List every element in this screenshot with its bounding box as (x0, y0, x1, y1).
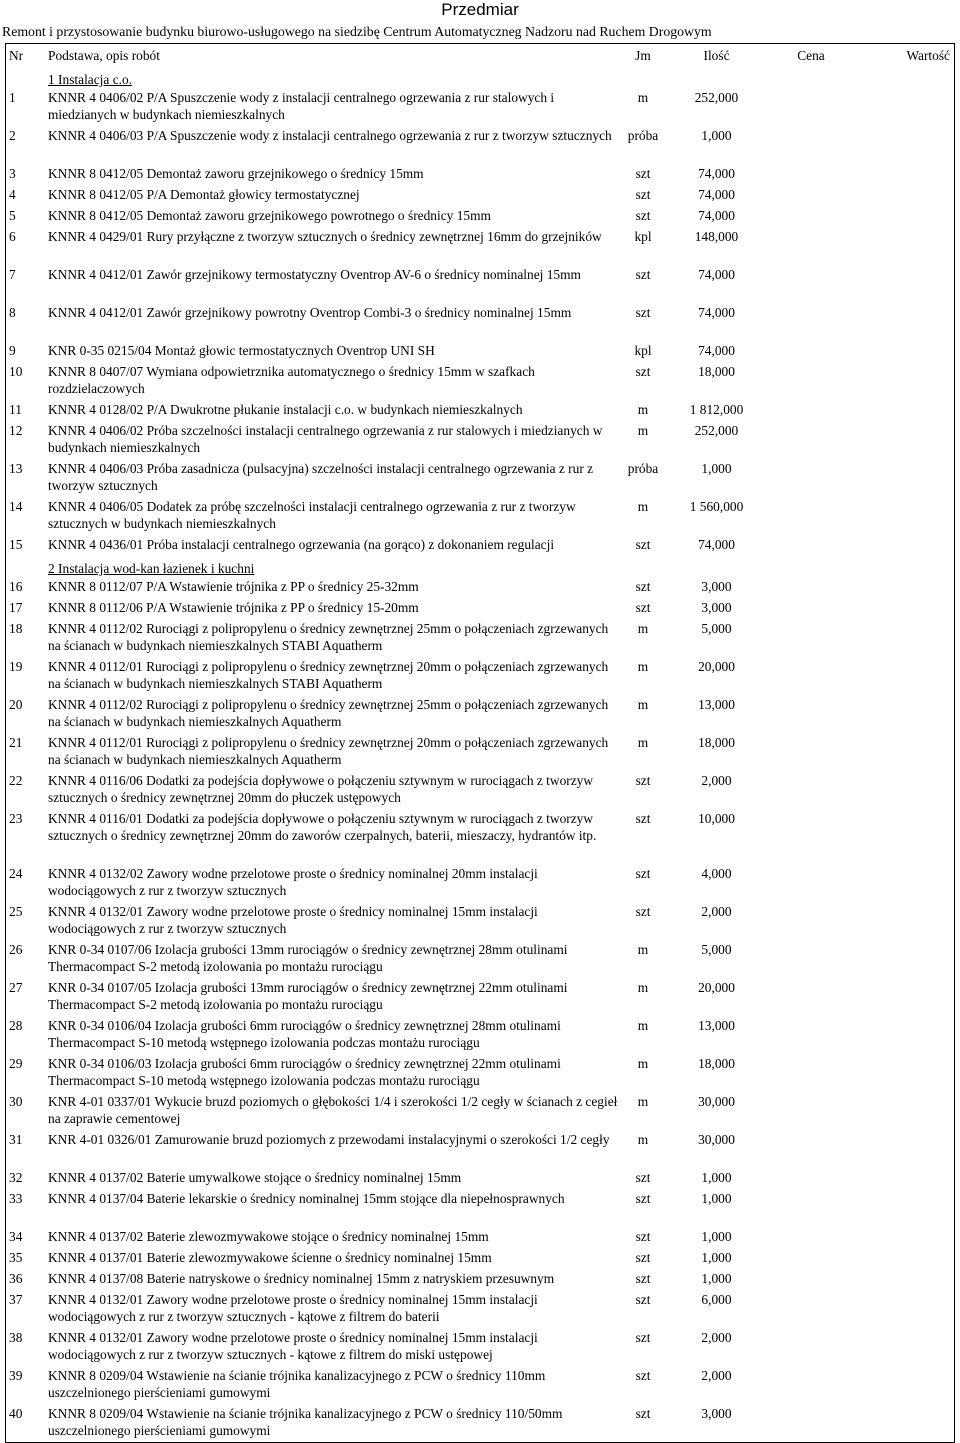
table-row (6, 1269, 954, 1290)
row-unit: szt (635, 1330, 651, 1345)
row-unit: szt (635, 1292, 651, 1307)
row-unit: szt (635, 1191, 651, 1206)
row-nr: 18 (9, 621, 23, 636)
row-unit: szt (635, 904, 651, 919)
row-quantity: 2,000 (701, 773, 732, 788)
row-description: KNNR 4 0137/08 Baterie natryskowe o średnicy nominalnej 15mm z natryskiem przesuwnym (48, 1271, 555, 1286)
row-nr: 17 (9, 600, 23, 615)
row-unit: szt (635, 187, 651, 202)
row-description: KNNR 4 0406/02 P/A Spuszczenie wody z instalacji centralnego ogrzewania z rur stalowych i miedzianych w budynkach niemieszkalnych (48, 90, 555, 122)
row-description: KNNR 4 0412/01 Zawór grzejnikowy powrotny Oventrop Combi-3 o średnicy nominalnej 15mm (48, 305, 572, 320)
row-nr: 38 (9, 1330, 23, 1345)
table-row (6, 185, 954, 206)
table-row (6, 1404, 954, 1442)
row-unit: szt (635, 364, 651, 379)
row-quantity: 74,000 (698, 305, 735, 320)
row-nr: 2 (9, 128, 16, 143)
table-row (6, 164, 954, 185)
row-description: KNNR 4 0112/02 Rurociągi z polipropylenu o średnicy zewnętrznej 25mm o połączeniach zgrzewanych na ścianach w budynkach niemieszkalnych STABI Aquatherm (48, 621, 609, 653)
row-description: KNNR 4 0112/01 Rurociągi z polipropylenu o średnicy zewnętrznej 20mm o połączeniach zgrzewanych na ścianach w budynkach niemieszkalnych Aquatherm (48, 735, 609, 767)
row-unit: m (637, 1056, 649, 1071)
row-quantity: 1,000 (701, 1229, 732, 1244)
table-row (6, 1227, 954, 1248)
row-unit: próba (627, 461, 659, 476)
row-unit: szt (635, 267, 651, 282)
table-row (6, 1189, 954, 1227)
row-quantity: 1,000 (701, 1170, 732, 1185)
section-title: 2 Instalacja wod-kan łazienek i kuchni (48, 561, 255, 576)
row-unit: m (637, 423, 649, 438)
row-unit: szt (635, 1271, 651, 1286)
row-unit: m (637, 1094, 649, 1109)
row-description: KNR 0-35 0215/04 Montaż głowic termostatycznych Oventrop UNI SH (48, 343, 435, 358)
table-row (6, 619, 954, 657)
row-unit: m (637, 980, 649, 995)
row-description: KNNR 4 0112/01 Rurociągi z polipropylenu o średnicy zewnętrznej 20mm o połączeniach zgrzewanych na ścianach w budynkach niemieszkalnych STABI Aquatherm (48, 659, 609, 691)
row-unit: m (637, 1018, 649, 1033)
row-description: KNNR 4 0116/06 Dodatki za podejścia dopływowe o połączeniu sztywnym w rurociągach z tworzyw sztucznych o średnicy zewnętrznej 20mm do płuczek ustępowych (48, 773, 594, 805)
row-quantity: 5,000 (701, 942, 732, 957)
row-unit: m (637, 697, 649, 712)
row-description: KNNR 4 0112/02 Rurociągi z polipropylenu o średnicy zewnętrznej 25mm o połączeniach zgrzewanych na ścianach w budynkach niemieszkalnych Aquatherm (48, 697, 609, 729)
row-nr: 12 (9, 423, 23, 438)
row-nr: 35 (9, 1250, 23, 1265)
row-quantity: 2,000 (701, 1368, 732, 1383)
row-nr: 25 (9, 904, 23, 919)
row-nr: 10 (9, 364, 23, 379)
row-quantity: 30,000 (698, 1094, 735, 1109)
row-description: KNR 4-01 0337/01 Wykucie bruzd poziomych o głębokości 1/4 i szerokości 1/2 cegły w ścianach z cegieł na zaprawie cementowej (48, 1094, 618, 1126)
row-quantity: 30,000 (698, 1132, 735, 1147)
row-nr: 21 (9, 735, 23, 750)
row-quantity: 18,000 (698, 1056, 735, 1071)
table-row (6, 265, 954, 303)
table-row (6, 126, 954, 164)
table-row (6, 206, 954, 227)
row-nr: 13 (9, 461, 23, 476)
row-nr: 7 (9, 267, 16, 282)
row-quantity: 13,000 (698, 1018, 735, 1033)
row-unit: m (637, 90, 649, 105)
row-quantity: 1,000 (701, 1191, 732, 1206)
row-unit: szt (635, 866, 651, 881)
row-unit: szt (635, 1229, 651, 1244)
row-description: KNNR 8 0407/07 Wymiana odpowietrznika automatycznego o średnicy 15mm w szafkach rozdzielaczowych (48, 364, 535, 396)
row-quantity: 18,000 (698, 364, 735, 379)
row-description: KNNR 4 0406/03 Próba zasadnicza (pulsacyjna) szczelności instalacji centralnego ogrzewania z rur z tworzyw sztucznych (48, 461, 594, 493)
table-row (6, 1130, 954, 1168)
row-nr: 4 (9, 187, 16, 202)
row-nr: 9 (9, 343, 16, 358)
row-nr: 29 (9, 1056, 23, 1071)
header-value: Wartość (906, 48, 950, 63)
table-row (6, 864, 954, 902)
table-row (6, 1168, 954, 1189)
table-row (6, 535, 954, 556)
row-quantity: 2,000 (701, 1330, 732, 1345)
table-row (6, 421, 954, 459)
row-quantity: 1 560,000 (689, 499, 744, 514)
table-row (6, 902, 954, 940)
row-description: KNNR 4 0406/02 Próba szczelności instalacji centralnego ogrzewania z rur stalowych i miedzianych w budynkach niemieszkalnych (48, 423, 603, 455)
row-unit: kpl (634, 343, 652, 358)
row-nr: 31 (9, 1132, 23, 1147)
row-quantity: 2,000 (701, 904, 732, 919)
header-price: Cena (797, 48, 825, 63)
table-row (6, 598, 954, 619)
row-description: KNNR 8 0412/05 Demontaż zaworu grzejnikowego powrotnego o średnicy 15mm (48, 208, 491, 223)
row-description: KNNR 4 0132/01 Zawory wodne przelotowe proste o średnicy nominalnej 15mm instalacji wodociągowych z rur z tworzyw sztucznych (48, 904, 538, 936)
table-row (6, 1248, 954, 1269)
header-description: Podstawa, opis robót (48, 48, 160, 63)
row-quantity: 74,000 (698, 537, 735, 552)
row-nr: 39 (9, 1368, 23, 1383)
row-quantity: 3,000 (701, 579, 732, 594)
row-nr: 19 (9, 659, 23, 674)
table-row (6, 227, 954, 265)
row-description: KNNR 4 0412/01 Zawór grzejnikowy termostatyczny Oventrop AV-6 o średnicy nominalnej 15mm (48, 267, 581, 282)
table-row (6, 303, 954, 341)
row-nr: 33 (9, 1191, 23, 1206)
row-nr: 14 (9, 499, 23, 514)
row-unit: m (637, 659, 649, 674)
row-description: KNR 0-34 0106/03 Izolacja grubości 6mm rurociągów o średnicy zewnętrznej 22mm otulinami Thermacompact S-10 metodą wstępnego izolowania podczas montażu rurociągu (48, 1056, 561, 1088)
table-row (6, 497, 954, 535)
row-unit: szt (635, 1250, 651, 1265)
row-quantity: 3,000 (701, 1406, 732, 1421)
table-row (6, 459, 954, 497)
row-quantity: 74,000 (698, 208, 735, 223)
row-quantity: 1 812,000 (689, 402, 744, 417)
row-nr: 40 (9, 1406, 23, 1421)
row-quantity: 4,000 (701, 866, 732, 881)
table-row (6, 733, 954, 771)
row-unit: szt (635, 1406, 651, 1421)
table-row (6, 88, 954, 126)
row-nr: 3 (9, 166, 16, 181)
table-header (6, 44, 954, 67)
row-nr: 24 (9, 866, 23, 881)
table-row (6, 809, 954, 864)
section-heading-row (6, 67, 954, 88)
row-quantity: 5,000 (701, 621, 732, 636)
row-description: KNNR 4 0436/01 Próba instalacji centralnego ogrzewania (na gorąco) z dokonaniem regulacji (48, 537, 555, 552)
row-description: KNNR 4 0116/01 Dodatki za podejścia dopływowe o połączeniu sztywnym w rurociągach z tworzyw sztucznych o średnicy zewnętrznej 20mm do zaworów czerpalnych, baterii, mieszaczy, hydrantów itp. (48, 811, 597, 843)
row-description: KNR 0-34 0106/04 Izolacja grubości 6mm rurociągów o średnicy zewnętrznej 28mm otulinami Thermacompact S-10 metodą wstępnego izolowania podczas montażu rurociągu (48, 1018, 561, 1050)
table-row (6, 341, 954, 362)
row-quantity: 20,000 (698, 980, 735, 995)
row-unit: m (637, 621, 649, 636)
header-unit: Jm (635, 48, 651, 63)
row-nr: 22 (9, 773, 23, 788)
row-unit: szt (635, 811, 651, 826)
row-description: KNNR 8 0412/05 P/A Demontaż głowicy termostatycznej (48, 187, 360, 202)
row-unit: m (637, 1132, 649, 1147)
row-nr: 6 (9, 229, 16, 244)
row-description: KNNR 8 0209/04 Wstawienie na ścianie trójnika kanalizacyjnego z PCW o średnicy 110mm uszczelnionego pierścieniami gumowymi (48, 1368, 546, 1400)
row-description: KNR 0-34 0107/06 Izolacja grubości 13mm rurociągów o średnicy zewnętrznej 28mm otulinami Thermacompact S-2 metodą izolowania po montażu rurociągu (48, 942, 568, 974)
row-quantity: 18,000 (698, 735, 735, 750)
row-nr: 36 (9, 1271, 23, 1286)
row-nr: 15 (9, 537, 23, 552)
row-quantity: 252,000 (694, 90, 739, 105)
row-nr: 37 (9, 1292, 23, 1307)
row-description: KNNR 4 0132/01 Zawory wodne przelotowe proste o średnicy nominalnej 15mm instalacji wodociągowych z rur z tworzyw sztucznych - kątowe z filtrem do baterii (48, 1292, 538, 1324)
table-body (6, 67, 954, 1442)
table-row (6, 1366, 954, 1404)
row-quantity: 6,000 (701, 1292, 732, 1307)
row-unit: szt (635, 773, 651, 788)
row-description: KNNR 4 0137/02 Baterie zlewozmywakowe stojące o średnicy nominalnej 15mm (48, 1229, 489, 1244)
row-quantity: 1,000 (701, 128, 732, 143)
row-unit: szt (635, 579, 651, 594)
row-description: KNNR 4 0137/01 Baterie zlewozmywakowe ścienne o średnicy nominalnej 15mm (48, 1250, 492, 1265)
row-unit: m (637, 402, 649, 417)
table-row (6, 940, 954, 978)
row-nr: 27 (9, 980, 23, 995)
row-description: KNNR 4 0137/02 Baterie umywalkowe stojące o średnicy nominalnej 15mm (48, 1170, 462, 1185)
row-unit: m (637, 942, 649, 957)
row-description: KNNR 4 0429/01 Rury przyłączne z tworzyw sztucznych o średnicy zewnętrznej 16mm do grzejników (48, 229, 602, 244)
row-nr: 26 (9, 942, 23, 957)
table-row (6, 577, 954, 598)
table-row (6, 771, 954, 809)
row-quantity: 148,000 (694, 229, 739, 244)
row-unit: szt (635, 600, 651, 615)
row-unit: kpl (634, 229, 652, 244)
row-quantity: 13,000 (698, 697, 735, 712)
row-unit: szt (635, 537, 651, 552)
row-unit: m (637, 735, 649, 750)
row-description: KNNR 4 0406/05 Dodatek za próbę szczelności instalacji centralnego ogrzewania z rur z tworzyw sztucznych w budynkach niemieszkalnych (48, 499, 576, 531)
row-description: KNNR 8 0412/05 Demontaż zaworu grzejnikowego o średnicy 15mm (48, 166, 424, 181)
row-unit: m (637, 499, 649, 514)
row-description: KNNR 4 0128/02 P/A Dwukrotne płukanie instalacji c.o. w budynkach niemieszkalnych (48, 402, 523, 417)
row-quantity: 1,000 (701, 1271, 732, 1286)
section-heading-row (6, 556, 954, 577)
row-unit: szt (635, 1170, 651, 1185)
row-quantity: 252,000 (694, 423, 739, 438)
header-nr: Nr (9, 48, 24, 63)
table-row (6, 1328, 954, 1366)
section-title: 1 Instalacja c.o. (48, 72, 133, 87)
cost-estimate-table (5, 43, 955, 1443)
row-nr: 20 (9, 697, 23, 712)
row-description: KNNR 4 0406/03 P/A Spuszczenie wody z instalacji centralnego ogrzewania z rur z tworzyw sztucznych (48, 128, 612, 143)
table-row (6, 362, 954, 400)
page-title: Przedmiar (441, 0, 519, 19)
table-row (6, 1016, 954, 1054)
document-subtitle: Remont i przystosowanie budynku biurowo-usługowego na siedzibę Centrum Automatyczneg Nadzoru nad Ruchem Drogowym (2, 24, 712, 39)
table-row (6, 695, 954, 733)
row-unit: próba (627, 128, 659, 143)
row-quantity: 3,000 (701, 600, 732, 615)
row-nr: 16 (9, 579, 23, 594)
row-description: KNNR 4 0137/04 Baterie lekarskie o średnicy nominalnej 15mm stojące dla niepełnosprawnych (48, 1191, 565, 1206)
row-nr: 1 (9, 90, 16, 105)
row-nr: 32 (9, 1170, 23, 1185)
row-nr: 5 (9, 208, 16, 223)
table-row (6, 657, 954, 695)
row-quantity: 20,000 (698, 659, 735, 674)
row-nr: 30 (9, 1094, 23, 1109)
table-row (6, 1092, 954, 1130)
table-row (6, 1054, 954, 1092)
row-quantity: 74,000 (698, 343, 735, 358)
row-unit: szt (635, 166, 651, 181)
row-description: KNNR 8 0209/04 Wstawienie na ścianie trójnika kanalizacyjnego z PCW o średnicy 110/50mm uszczelnionego pierścieniami gumowymi (48, 1406, 563, 1438)
row-unit: szt (635, 208, 651, 223)
row-description: KNNR 4 0132/01 Zawory wodne przelotowe proste o średnicy nominalnej 15mm instalacji wodociągowych z rur z tworzyw sztucznych - kątowe z filtrem do miski ustępowej (48, 1330, 538, 1362)
row-description: KNNR 8 0112/07 P/A Wstawienie trójnika z PP o średnicy 25-32mm (48, 579, 419, 594)
row-nr: 11 (9, 402, 22, 417)
row-unit: szt (635, 1368, 651, 1383)
row-quantity: 74,000 (698, 267, 735, 282)
row-nr: 23 (9, 811, 23, 826)
table-row (6, 978, 954, 1016)
row-quantity: 1,000 (701, 461, 732, 476)
row-quantity: 74,000 (698, 166, 735, 181)
row-nr: 34 (9, 1229, 23, 1244)
row-quantity: 1,000 (701, 1250, 732, 1265)
row-quantity: 10,000 (698, 811, 735, 826)
row-unit: szt (635, 305, 651, 320)
table-row (6, 1290, 954, 1328)
row-description: KNNR 8 0112/06 P/A Wstawienie trójnika z PP o średnicy 15-20mm (48, 600, 419, 615)
table-row (6, 400, 954, 421)
header-quantity: Ilość (703, 48, 730, 63)
row-description: KNR 0-34 0107/05 Izolacja grubości 13mm rurociągów o średnicy zewnętrznej 22mm otulinami Thermacompact S-2 metodą izolowania po montażu rurociągu (48, 980, 568, 1012)
row-nr: 8 (9, 305, 16, 320)
row-nr: 28 (9, 1018, 23, 1033)
row-description: KNR 4-01 0326/01 Zamurowanie bruzd poziomych z przewodami instalacyjnymi o szerokości 1/2 cegły (48, 1132, 610, 1147)
row-description: KNNR 4 0132/02 Zawory wodne przelotowe proste o średnicy nominalnej 20mm instalacji wodociągowych z rur z tworzyw sztucznych (48, 866, 538, 898)
row-quantity: 74,000 (698, 187, 735, 202)
